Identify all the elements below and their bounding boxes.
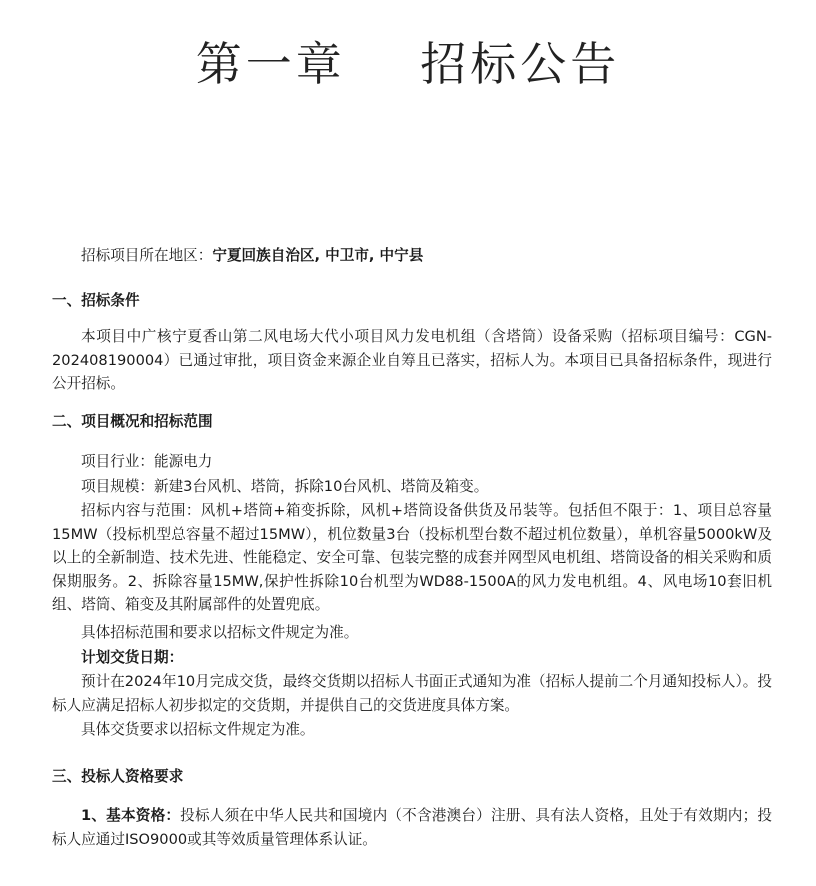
location-value: 宁夏回族自治区, 中卫市, 中宁县 — [212, 247, 424, 264]
project-location — [81, 246, 423, 266]
delivery-heading: 计划交货日期： — [81, 649, 184, 666]
location-label: 招标项目所在地区： — [81, 247, 213, 264]
scope-note: 具体招标范围和要求以招标文件规定为准。 — [81, 624, 359, 641]
chapter-title: 第一章 招标公告 — [195, 37, 621, 91]
delivery-note: 具体交货要求以招标文件规定为准。 — [81, 721, 315, 738]
section-heading-qualification: 三、投标人资格要求 — [52, 768, 184, 785]
qualification-label: 1、基本资格： — [81, 807, 181, 824]
project-scale: 项目规模：新建3台风机、塔筒，拆除10台风机、塔筒及箱变。 — [81, 478, 489, 495]
project-industry: 项目行业：能源电力 — [81, 453, 213, 470]
delivery-text: 预计在2024年10月完成交货，最终交货期以招标人书面正式通知为准（招标人提前二个月通知投标人）。投标人应满足招标人初步拟定的交货期，并提供自己的交货进度具体方案。 — [52, 673, 772, 714]
section-heading-overview: 二、项目概况和招标范围 — [52, 413, 213, 430]
qualification-item-basic — [52, 804, 772, 851]
section-heading-conditions: 一、招标条件 — [52, 292, 140, 309]
conditions-text: 本项目中广核宁夏香山第二风电场大代小项目风力发电机组（含塔筒）设备采购（招标项目编号：CGN-202408190004）已通过审批，项目资金来源企业自筹且已落实，招标人为。本项目已具备招标条件，现进行公开招标。 — [52, 328, 772, 392]
tender-scope: 招标内容与范围：风机+塔筒+箱变拆除，风机+塔筒设备供货及吊装等。包括但不限于：1、项目总容量15MW（投标机型总容量不超过15MW），机位数量3台（投标机型台数不超过机位数量），单机容量5000kW及以上的全新制造、技术先进、性能稳定、安全可靠、包装完整的成套并网型风电机组、塔筒设备的相关采购和质保期服务。2、拆除容量15MW,保护性拆除10台机型为WD88-1500A的风力发电机组。4、风电场10套旧机组、塔筒、箱变及其附属部件的处置兜底。 — [52, 502, 772, 613]
qualification-text: 投标人须在中华人民共和国境内（不含港澳台）注册、具有法人资格，且处于有效期内；投标人应通过ISO9000或其等效质量管理体系认证。 — [52, 807, 772, 848]
